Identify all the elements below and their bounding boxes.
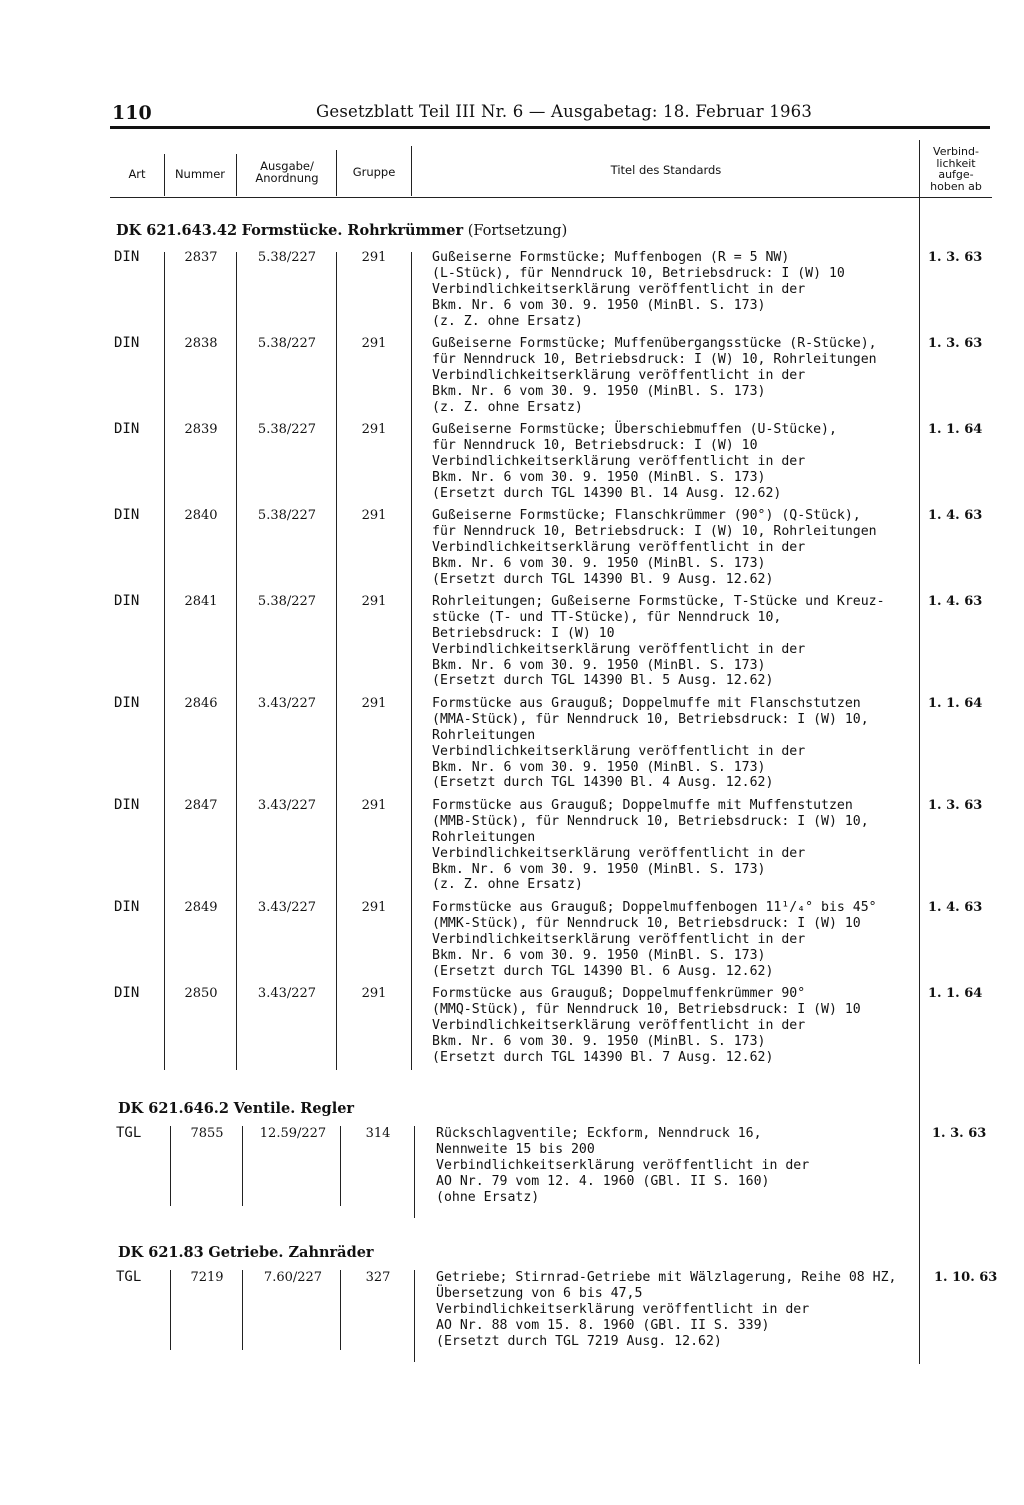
- standard-title: Getriebe; Stirnrad-Getriebe mit Wälzlagerung, Reihe 08 HZ, Übersetzung von 6 bis 47,5 Verbindlichkeitserklärung veröffentlicht in der AO Nr. 88 vom 15. 8. 1960 (GBl. II S. 339) (Ersetzt durch TGL 7219 Ausg. 12.62): [436, 1270, 897, 1349]
- standard-title: Rückschlagventile; Eckform, Nenndruck 16, Nennweite 15 bis 200 Verbindlichkeitserklärung veröffentlicht in der AO Nr. 79 vom 12. 4. 1960 (GBl. II S. 160) (ohne Ersatz): [436, 1126, 810, 1205]
- standard-title: Gußeiserne Formstücke; Flanschkrümmer (90°) (Q-Stück), für Nenndruck 10, Betriebsdruck: I (W) 10, Rohrleitungen Verbindlichkeitserklärung veröffentlicht in der Bkm. Nr. 6 vom 30. 9. 1950 (MinBl. S. 173) (Ersetzt durch TGL 14390 Bl. 9 Ausg. 12.62): [432, 508, 877, 587]
- column-rule: [411, 252, 412, 1070]
- standard-title: Formstücke aus Grauguß; Doppelmuffe mit Muffenstutzen (MMB-Stück), für Nenndruck 10, Betriebsdruck: I (W) 10, Rohrleitungen Verbindlichkeitserklärung veröffentlicht in der Bkm. Nr. 6 vom 30. 9. 1950 (MinBl. S. 173) (z. Z. ohne Ersatz): [432, 798, 869, 893]
- column-rule: [336, 252, 337, 1070]
- col-nummer: Nummer: [174, 167, 226, 181]
- header-divider: [164, 154, 165, 196]
- header-divider: [411, 146, 412, 196]
- column-rule: [242, 1270, 243, 1350]
- column-rule: [414, 1126, 415, 1218]
- document-page: 110 Gesetzblatt Teil III Nr. 6 — Ausgabetag: 18. Februar 1963 Art Nummer Ausgabe/ Anordnung Gruppe Titel des Standards Verbind- lichkeit aufge- hoben ab DK 621.643.42 Formstücke. Rohrkrümmer (Fortsetzung) DIN 2837 5.38/227 291 Gußeiserne Formstücke; Muffenbogen (R = 5 NW) (L-Stück), für Nenndruck 10, Betriebsdruck: I (W) 10 Verbindlichkeitserklärung veröffentlicht in der Bkm. Nr. 6 vom 30. 9. 1950 (MinBl. S. 173) (z. Z. ohne Ersatz) 1. 3. 63 DIN 2838 5.38/227 291 Gußeiserne Formstücke; Muffenübergangsstücke (R-Stücke), für Nenndruck 10, Betriebsdruck: I (W) 10, Rohrleitungen Verbindlichkeitserklärung veröffentlicht in der Bkm. Nr. 6 vom 30. 9. 1950 (MinBl. S. 173) (z. Z. ohne Ersatz) 1. 3. 63 DIN 2839 5.38/227 291 Gußeiserne Formstücke; Überschiebmuffen (U-Stücke), für Nenndruck 10, Betriebsdruck: I (W) 10 Verbindlichkeitserklärung veröffentlicht in der Bkm. Nr. 6 vom 30. 9. 1950 (MinBl. S. 173) (Ersetzt durch TGL 14390 Bl. 14 Ausg. 12.62) 1. 1. 64 DIN 2840 5.38/227 291 Gußeiserne Formstücke; Flanschkrümmer (90°) (Q-Stück), für Nenndruck 10, Betriebsdruck: I (W) 10, Rohrleitungen Verbindlichkeitserklärung veröffentlicht in der Bkm. Nr. 6 vom 30. 9. 1950 (MinBl. S. 173) (Ersetzt durch TGL 14390 Bl. 9 Ausg. 12.62) 1. 4. 63 DIN 2841 5.38/227 291 Rohrleitungen; Gußeiserne Formstücke, T-Stücke und Kreuz- stücke (T- und TT-Stücke), für Nenndruck 10, Betriebsdruck: I (W) 10 Verbindlichkeitserklärung veröffentlicht in der Bkm. Nr. 6 vom 30. 9. 1950 (MinBl. S. 173) (Ersetzt durch TGL 14390 Bl. 5 Ausg. 12.62) 1. 4. 63 DIN 2846 3.43/227 291 Formstücke aus Grauguß; Doppelmuffe mit Flanschstutzen (MMA-Stück), für Nenndruck 10, Betriebsdruck: I (W) 10, Rohrleitungen Verbindlichkeitserklärung veröffentlicht in der Bkm. Nr. 6 vom 30. 9. 1950 (MinBl. S. 173) (Ersetzt durch TGL 14390 Bl. 4 Ausg. 12.62) 1. 1. 64 DIN 2847 3.43/227 291 Formstücke aus Grauguß; Doppelmuffe mit Muffenstutzen (MMB-Stück), für Nenndruck 10, Betriebsdruck: I (W) 10, Rohrleitungen Verbindlichkeitserklärung veröffentlicht in der Bkm. Nr. 6 vom 30. 9. 1950 (MinBl. S. 173) (z. Z. ohne Ersatz) 1. 3. 63 DIN 2849 3.43/227 291 Formstücke aus Grauguß; Doppelmuffenbogen 11¹/₄° bis 45° (MMK-Stück), für Nenndruck 10, Betriebsdruck: I (W) 10 Verbindlichkeitserklärung veröffentlicht in der Bkm. Nr. 6 vom 30. 9. 1950 (MinBl. S. 173) (Ersetzt durch TGL 14390 Bl. 6 Ausg. 12.62) 1. 4. 63 DIN 2850 3.43/227 291 Formstücke aus Grauguß; Doppelmuffenkrümmer 90° (MMQ-Stück), für Nenndruck 10, Betriebsdruck: I (W) 10 Verbindlichkeitserklärung veröffentlicht in der Bkm. Nr. 6 vom 30. 9. 1950 (MinBl. S. 173) (Ersetzt durch TGL 14390 Bl. 7 Ausg. 12.62) 1. 1. 64 DK 621.646.2 Ventile. Regler TGL 7855 12.59/227 314 Rückschlagventile; Eckform, Nenndruck 16, Nennweite 15 bis 200 Verbindlichkeitserklärung veröffentlicht in der AO Nr. 79 vom 12. 4. 1960 (GBl. II S. 160) (ohne Ersatz) 1. 3. 63 DK 621.83 Getriebe. Zahnräder TGL 7219 7.60/227 327 Getriebe; Stirnrad-Getriebe mit Wälzlagerung, Reihe 08 HZ, Übersetzung von 6 bis 47,5 Verbindlichkeitserklärung veröffentlicht in der AO Nr. 88 vom 15. 8. 1960 (GBl. II S. 339) (Ersetzt durch TGL 7219 Ausg. 12.62) 1. 10. 63: [0, 0, 1024, 1505]
- section-heading: DK 621.646.2 Ventile. Regler: [118, 1100, 355, 1117]
- col-verbindlichkeit: Verbind- lichkeit aufge- hoben ab: [930, 145, 982, 193]
- header-divider: [336, 150, 337, 196]
- section-heading: DK 621.643.42 Formstücke. Rohrkrümmer (Fortsetzung): [116, 222, 568, 239]
- header-bottom-rule: [110, 197, 992, 198]
- column-rule: [170, 1270, 171, 1350]
- column-rule: [170, 1126, 171, 1206]
- column-rule: [414, 1270, 415, 1362]
- standard-title: Formstücke aus Grauguß; Doppelmuffe mit Flanschstutzen (MMA-Stück), für Nenndruck 10, Betriebsdruck: I (W) 10, Rohrleitungen Verbindlichkeitserklärung veröffentlicht in der Bkm. Nr. 6 vom 30. 9. 1950 (MinBl. S. 173) (Ersetzt durch TGL 14390 Bl. 4 Ausg. 12.62): [432, 696, 869, 791]
- section-heading: DK 621.83 Getriebe. Zahnräder: [118, 1244, 374, 1261]
- col-titel: Titel des Standards: [610, 163, 722, 177]
- col-gruppe: Gruppe: [352, 165, 396, 179]
- col-ausgabe: Ausgabe/ Anordnung: [255, 159, 319, 185]
- running-head: Gesetzblatt Teil III Nr. 6 — Ausgabetag: 18. Februar 1963: [316, 102, 813, 121]
- column-rule: [242, 1126, 243, 1206]
- standard-title: Formstücke aus Grauguß; Doppelmuffenbogen 11¹/₄° bis 45° (MMK-Stück), für Nenndruck 10, Betriebsdruck: I (W) 10 Verbindlichkeitserklärung veröffentlicht in der Bkm. Nr. 6 vom 30. 9. 1950 (MinBl. S. 173) (Ersetzt durch TGL 14390 Bl. 6 Ausg. 12.62): [432, 900, 877, 979]
- header-rule: [110, 126, 990, 129]
- column-rule: [164, 252, 165, 1070]
- page-number: 110: [112, 102, 152, 124]
- col-art: Art: [128, 167, 146, 181]
- standard-title: Gußeiserne Formstücke; Muffenübergangsstücke (R-Stücke), für Nenndruck 10, Betriebsdruck: I (W) 10, Rohrleitungen Verbindlichkeitserklärung veröffentlicht in der Bkm. Nr. 6 vom 30. 9. 1950 (MinBl. S. 173) (z. Z. ohne Ersatz): [432, 336, 877, 415]
- standard-title: Gußeiserne Formstücke; Überschiebmuffen (U-Stücke), für Nenndruck 10, Betriebsdruck: I (W) 10 Verbindlichkeitserklärung veröffentlicht in der Bkm. Nr. 6 vom 30. 9. 1950 (MinBl. S. 173) (Ersetzt durch TGL 14390 Bl. 14 Ausg. 12.62): [432, 422, 837, 501]
- standard-title: Rohrleitungen; Gußeiserne Formstücke, T-Stücke und Kreuz- stücke (T- und TT-Stücke), für Nenndruck 10, Betriebsdruck: I (W) 10 Verbindlichkeitserklärung veröffentlicht in der Bkm. Nr. 6 vom 30. 9. 1950 (MinBl. S. 173) (Ersetzt durch TGL 14390 Bl. 5 Ausg. 12.62): [432, 594, 885, 689]
- header-divider: [919, 140, 920, 204]
- standard-title: Formstücke aus Grauguß; Doppelmuffenkrümmer 90° (MMQ-Stück), für Nenndruck 10, Betriebsdruck: I (W) 10 Verbindlichkeitserklärung veröffentlicht in der Bkm. Nr. 6 vom 30. 9. 1950 (MinBl. S. 173) (Ersetzt durch TGL 14390 Bl. 7 Ausg. 12.62): [432, 986, 861, 1065]
- standard-title: Gußeiserne Formstücke; Muffenbogen (R = 5 NW) (L-Stück), für Nenndruck 10, Betriebsdruck: I (W) 10 Verbindlichkeitserklärung veröffentlicht in der Bkm. Nr. 6 vom 30. 9. 1950 (MinBl. S. 173) (z. Z. ohne Ersatz): [432, 250, 845, 329]
- column-rule: [236, 252, 237, 1070]
- header-divider: [236, 154, 237, 196]
